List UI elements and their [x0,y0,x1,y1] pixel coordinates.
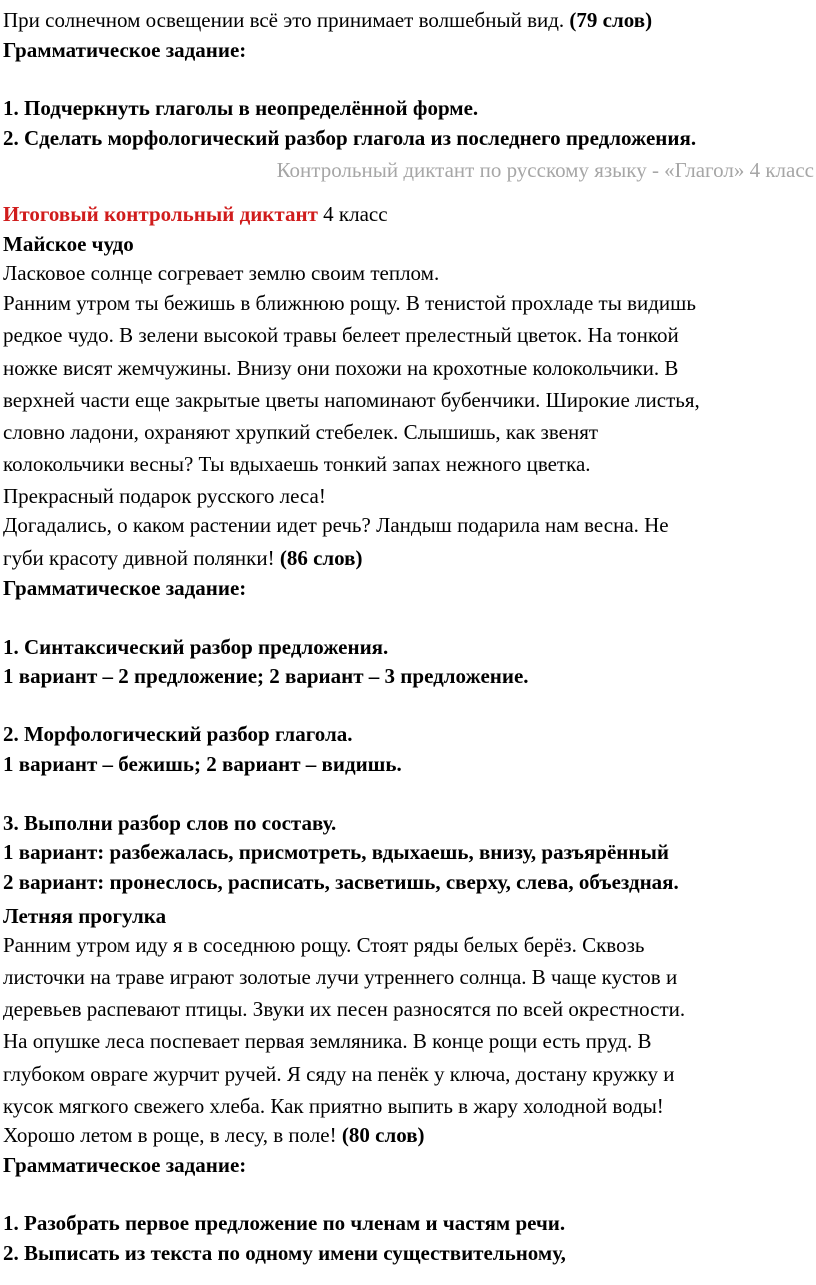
text-line-end: губи красоту дивной полянки! [3,546,275,570]
text-line: листочки на траве играют золотые лучи утреннего солнца. В чаще кустов и [3,965,678,989]
task-item: 3. Выполни разбор слов по составу. [3,811,337,835]
grammar-heading: Грамматическое задание: [3,38,247,62]
text-line: Прекрасный подарок русского леса! [3,484,326,508]
task-item: 1. Синтаксический разбор предложения. [3,635,389,659]
story-title: Летняя прогулка [3,904,167,928]
text-line [3,543,363,573]
task-item: 1. Подчеркнуть глаголы в неопределённой форме. [3,96,479,120]
closing-line-text: При солнечном освещении всё это принимает волшебный вид. [3,8,565,32]
task-item: 2. Морфологический разбор глагола. [3,722,353,746]
task-variants: 1 вариант – 2 предложение; 2 вариант – 3 предложение. [3,664,529,688]
story-title: Майское чудо [3,232,134,256]
task-item: 1. Разобрать первое предложение по членам и частям речи. [3,1211,566,1235]
grammar-heading: Грамматическое задание: [3,1153,247,1177]
dictation-grade: 4 класс [323,202,388,226]
closing-line [3,5,652,35]
task-variants: 1 вариант: разбежалась, присмотреть, вдыхаешь, внизу, разъярённый [3,840,669,864]
dictation-title-red: Итоговый контрольный диктант [3,202,318,226]
word-count: (80 слов) [341,1123,425,1147]
text-line: деревьев распевают птицы. Звуки их песен разносятся по всей окрестности. [3,997,686,1021]
task-item: 2. Выписать из текста по одному имени существительному, [3,1241,566,1265]
text-line: редкое чудо. В зелени высокой травы белеет прелестный цветок. На тонкой [3,323,679,347]
text-line: Ранним утром ты бежишь в ближнюю рощу. В тенистой прохладе ты видишь [3,291,696,315]
text-line: верхней части еще закрытые цветы напоминают бубенчики. Широкие листья, [3,388,700,412]
text-line: кусок мягкого свежего хлеба. Как приятно выпить в жару холодной воды! [3,1094,664,1118]
text-line: Ласковое солнце согревает землю своим теплом. [3,261,440,285]
word-count: (79 слов) [569,8,653,32]
task-variants: 1 вариант – бежишь; 2 вариант – видишь. [3,752,402,776]
dictation-title [3,199,388,229]
text-line: Ранним утром иду я в соседнюю рощу. Стоят ряды белых берёз. Сквозь [3,933,645,957]
grammar-heading: Грамматическое задание: [3,576,247,600]
text-line: глубоком овраге журчит ручей. Я сяду на пенёк у ключа, достану кружку и [3,1062,675,1086]
text-line: На опушке леса поспевает первая земляника. В конце рощи есть пруд. В [3,1029,652,1053]
task-item: 2. Сделать морфологический разбор глагола из последнего предложения. [3,126,697,150]
text-line [3,1120,425,1150]
task-variants: 2 вариант: пронеслось, расписать, засветишь, сверху, слева, объездная. [3,870,679,894]
text-line-end: Хорошо летом в роще, в лесу, в поле! [3,1123,337,1147]
text-line: ножке висят жемчужины. Внизу они похожи на крохотные колокольчики. В [3,356,679,380]
text-line: словно ладони, охраняют хрупкий стебелек. Слышишь, как звенят [3,420,599,444]
document-caption: Контрольный диктант по русскому языку - «Глагол» 4 класс [276,158,814,182]
word-count: (86 слов) [279,546,363,570]
text-line: Догадались, о каком растении идет речь? Ландыш подарила нам весна. Не [3,513,669,537]
text-line: колокольчики весны? Ты вдыхаешь тонкий запах нежного цветка. [3,452,591,476]
